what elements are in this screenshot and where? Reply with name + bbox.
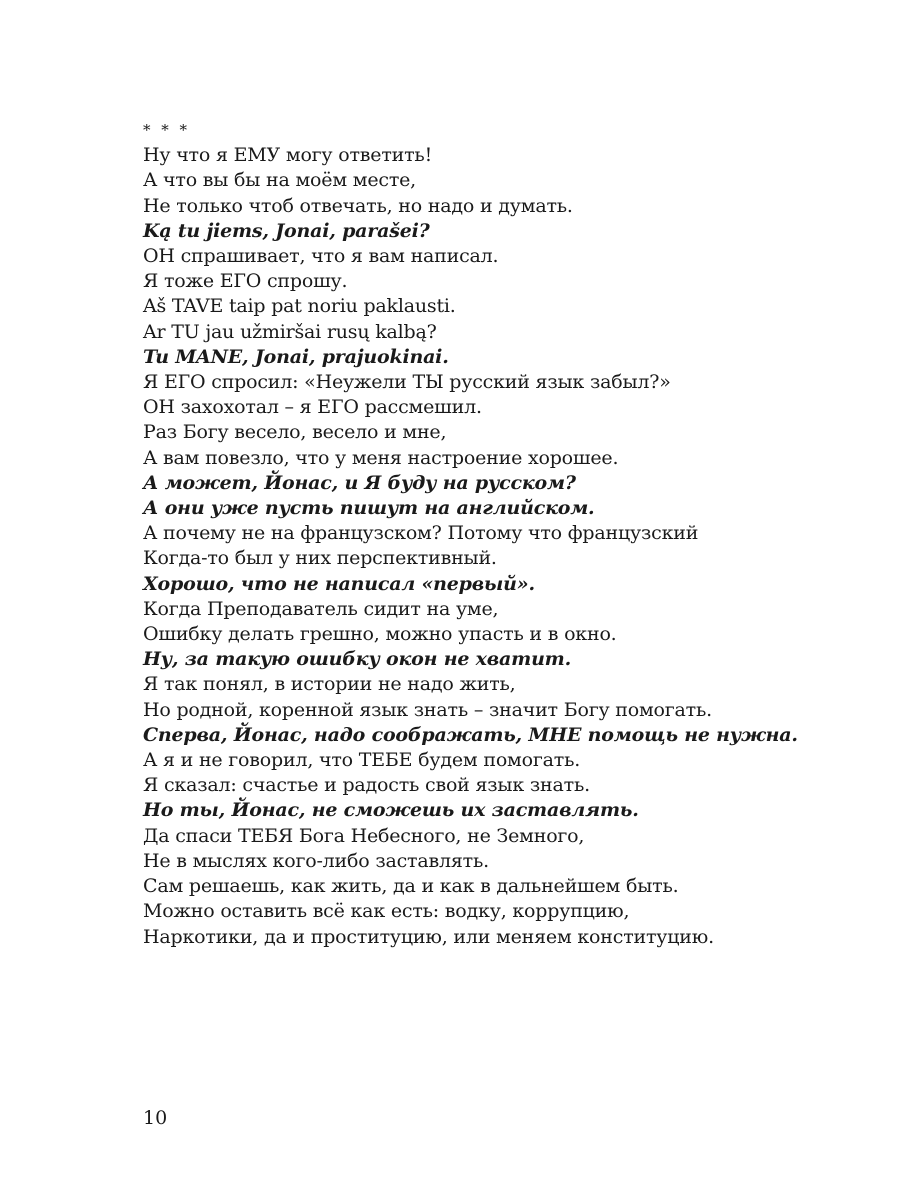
- poem-line: Ar TU jau užmiršai rusų kalbą?: [143, 320, 437, 343]
- poem-line: ОН спрашивает, что я вам написал.: [143, 245, 499, 268]
- poem-line: Сам решаешь, как жить, да и как в дальнейшем быть.: [143, 875, 679, 898]
- poem-line: А вам повезло, что у меня настроение хорошее.: [143, 446, 619, 469]
- poem-line: Ну что я ЕМУ могу ответить!: [143, 144, 433, 167]
- poem-line: Aš TAVE taip pat noriu paklausti.: [143, 295, 456, 318]
- poem-line: Ну, за такую ошибку окон не хватит.: [143, 648, 572, 671]
- poem-line: Когда-то был у них перспективный.: [143, 547, 497, 570]
- poem-line: Я так понял, в истории не надо жить,: [143, 673, 516, 696]
- poem-line: А почему не на французском? Потому что французский: [143, 522, 699, 545]
- poem-line: Сперва, Йонас, надо соображать, МНЕ помощь не нужна.: [143, 723, 798, 746]
- poem-line: Хорошо, что не написал «первый».: [143, 572, 535, 595]
- poem-line: Наркотики, да и проституцию, или меняем конституцию.: [143, 925, 714, 948]
- poem-line: А что вы бы на моём месте,: [143, 169, 417, 192]
- poem-line: А я и не говорил, что ТЕБЕ будем помогать.: [143, 749, 581, 772]
- poem-line: Да спаси ТЕБЯ Бога Небесного, не Земного,: [143, 824, 585, 847]
- poem-text: [143, 118, 798, 950]
- poem-line: А может, Йонас, и Я буду на русском?: [143, 471, 576, 494]
- poem-line: Ką tu jiems, Jonai, parašei?: [143, 219, 430, 242]
- poem-line: Ошибку делать грешно, можно упасть и в окно.: [143, 623, 617, 646]
- page-number: 10: [143, 1107, 168, 1129]
- poem-line: А они уже пусть пишут на английском.: [143, 497, 595, 520]
- poem-line: Не только чтоб отвечать, но надо и думать.: [143, 194, 573, 217]
- poem-line: Я ЕГО спросил: «Неужели ТЫ русский язык забыл?»: [143, 371, 671, 394]
- poem-line: Но ты, Йонас, не сможешь их заставлять.: [143, 799, 639, 822]
- poem-line: Когда Преподаватель сидит на уме,: [143, 597, 499, 620]
- poem-line: Но родной, коренной язык знать – значит Богу помогать.: [143, 698, 712, 721]
- poem-line: ОН захохотал – я ЕГО рассмешил.: [143, 396, 482, 419]
- section-separator: * * *: [143, 121, 191, 139]
- poem-line: Раз Богу весело, весело и мне,: [143, 421, 447, 444]
- poem-line: Tu MANE, Jonai, prajuokinai.: [143, 345, 449, 368]
- poem-line: Можно оставить всё как есть: водку, коррупцию,: [143, 900, 630, 923]
- poem-line: Я тоже ЕГО спрошу.: [143, 270, 348, 293]
- poem-line: Не в мыслях кого-либо заставлять.: [143, 849, 489, 872]
- poem-line: Я сказал: счастье и радость свой язык знать.: [143, 774, 590, 797]
- poem-lines: [143, 143, 798, 950]
